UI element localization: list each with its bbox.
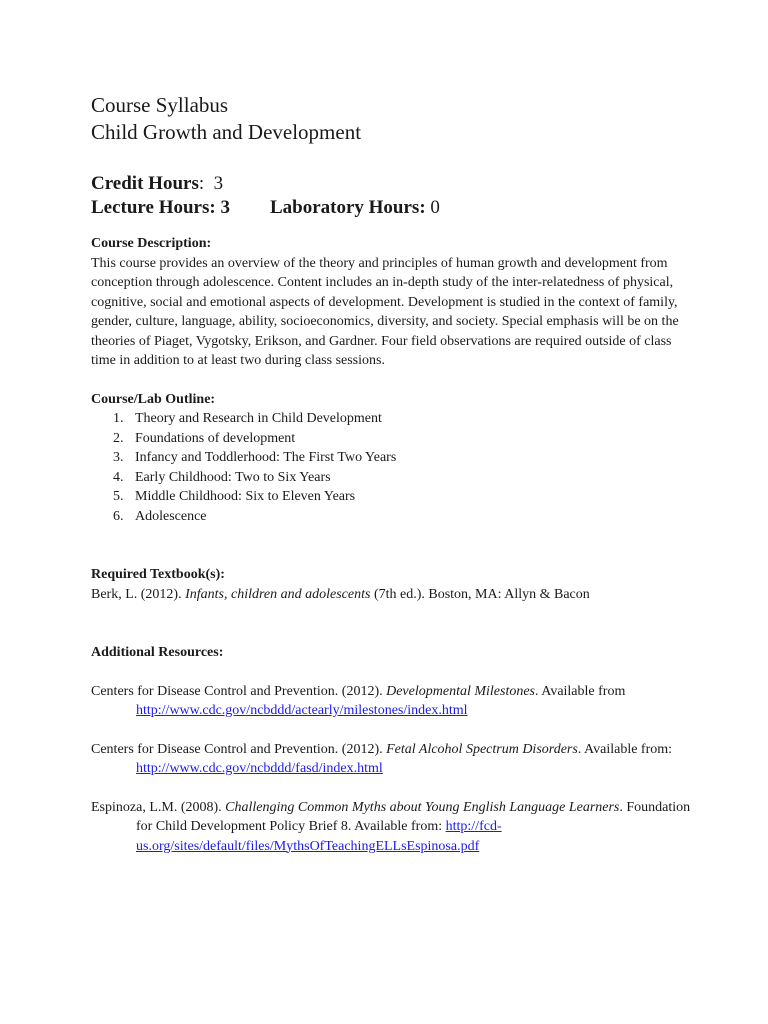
lab-hours-label: Laboratory Hours: (269, 197, 426, 218)
title-line-2: Child Growth and Development (91, 120, 362, 144)
textbook-heading: Required Textbook(s): (91, 567, 225, 582)
list-item-number: 1. (113, 411, 124, 426)
resource-citation (91, 798, 691, 857)
list-item-label: Theory and Research in Child Development (135, 411, 382, 426)
credit-hours-value: 3 (213, 173, 224, 194)
resource-suffix: . Available from (535, 683, 626, 699)
credit-hours-label: Credit Hours (91, 173, 199, 194)
course-description-text: This course provides an overview of the theory and principles of human growth and development from conception through adolescence. Content includes an in-depth study of the inter-relatedness of physical, cognitive, social and emotional aspects of development. Development is studied in the context of family, gender, culture, language, ability, socioeconomics, diversity, and society. Special emphasis will be on the theories of Piaget, Vygotsky, Erikson, and Gardner. Four field observations are required outside of class time in addition to at least two during class sessions. (91, 255, 679, 368)
document-title (91, 92, 691, 146)
list-item-label: Middle Childhood: Six to Eleven Years (135, 489, 356, 504)
resource-citation (91, 740, 691, 779)
resource-prefix: Espinoza, L.M. (2008). (91, 799, 226, 815)
list-item (91, 507, 691, 527)
list-item-label: Foundations of development (135, 430, 296, 446)
list-item-label: Adolescence (135, 508, 207, 524)
textbook-title: Infants, children and adolescents (185, 586, 371, 602)
lecture-hours-value: 3 (220, 197, 230, 218)
additional-resources-heading: Additional Resources: (91, 645, 224, 660)
list-item-number: 4. (113, 469, 124, 485)
resource-title: Challenging Common Myths about Young English Language Learners (225, 799, 620, 815)
hours-block (91, 172, 691, 220)
list-item (91, 429, 691, 449)
list-item-number: 2. (113, 430, 124, 446)
credit-hours-line: Credit Hours: 3 (91, 173, 224, 194)
course-description-heading: Course Description: (91, 236, 212, 251)
textbook-citation-suffix: (7th ed.). Boston, MA: Allyn & Bacon (370, 586, 590, 602)
resource-link[interactable]: http://fcd-us.org/sites/default/files/MythsOfTeachingELLsEspinosa.pdf (136, 819, 502, 854)
lab-hours-value: 0 (430, 197, 440, 218)
resource-link[interactable]: http://www.cdc.gov/ncbddd/actearly/milestones/index.html (136, 703, 468, 718)
resource-prefix: Centers for Disease Control and Prevention. (2012). (91, 741, 387, 757)
title-line-1: Course Syllabus (91, 93, 229, 117)
lecture-lab-hours-line (91, 196, 691, 220)
resource-prefix: Centers for Disease Control and Prevention. (2012). (91, 683, 387, 699)
list-item-number: 5. (113, 489, 124, 504)
list-item-label: Infancy and Toddlerhood: The First Two Years (135, 450, 397, 465)
resource-title: Developmental Milestones (386, 683, 536, 699)
resource-title: Fetal Alcohol Spectrum Disorders (386, 741, 578, 757)
outline-heading: Course/Lab Outline: (91, 391, 216, 407)
textbook-citation-prefix: Berk, L. (2012). (91, 586, 186, 602)
list-item-label: Early Childhood: Two to Six Years (135, 469, 331, 485)
outline-list (91, 409, 691, 526)
lecture-hours-label: Lecture Hours: (91, 197, 216, 218)
list-item (91, 409, 691, 429)
list-item (91, 468, 691, 488)
textbook-citation (91, 585, 691, 605)
resource-link[interactable]: http://www.cdc.gov/ncbddd/fasd/index.html (136, 761, 383, 776)
list-item-number: 6. (113, 508, 124, 524)
resource-suffix: . Foundation for Child Development Policy Brief 8. Available from: (136, 799, 691, 834)
list-item (91, 448, 691, 468)
resource-suffix: . Available from: (577, 741, 673, 757)
list-item (91, 487, 691, 507)
list-item-number: 3. (113, 450, 124, 465)
syllabus-content (91, 92, 691, 856)
resource-citation (91, 682, 691, 721)
